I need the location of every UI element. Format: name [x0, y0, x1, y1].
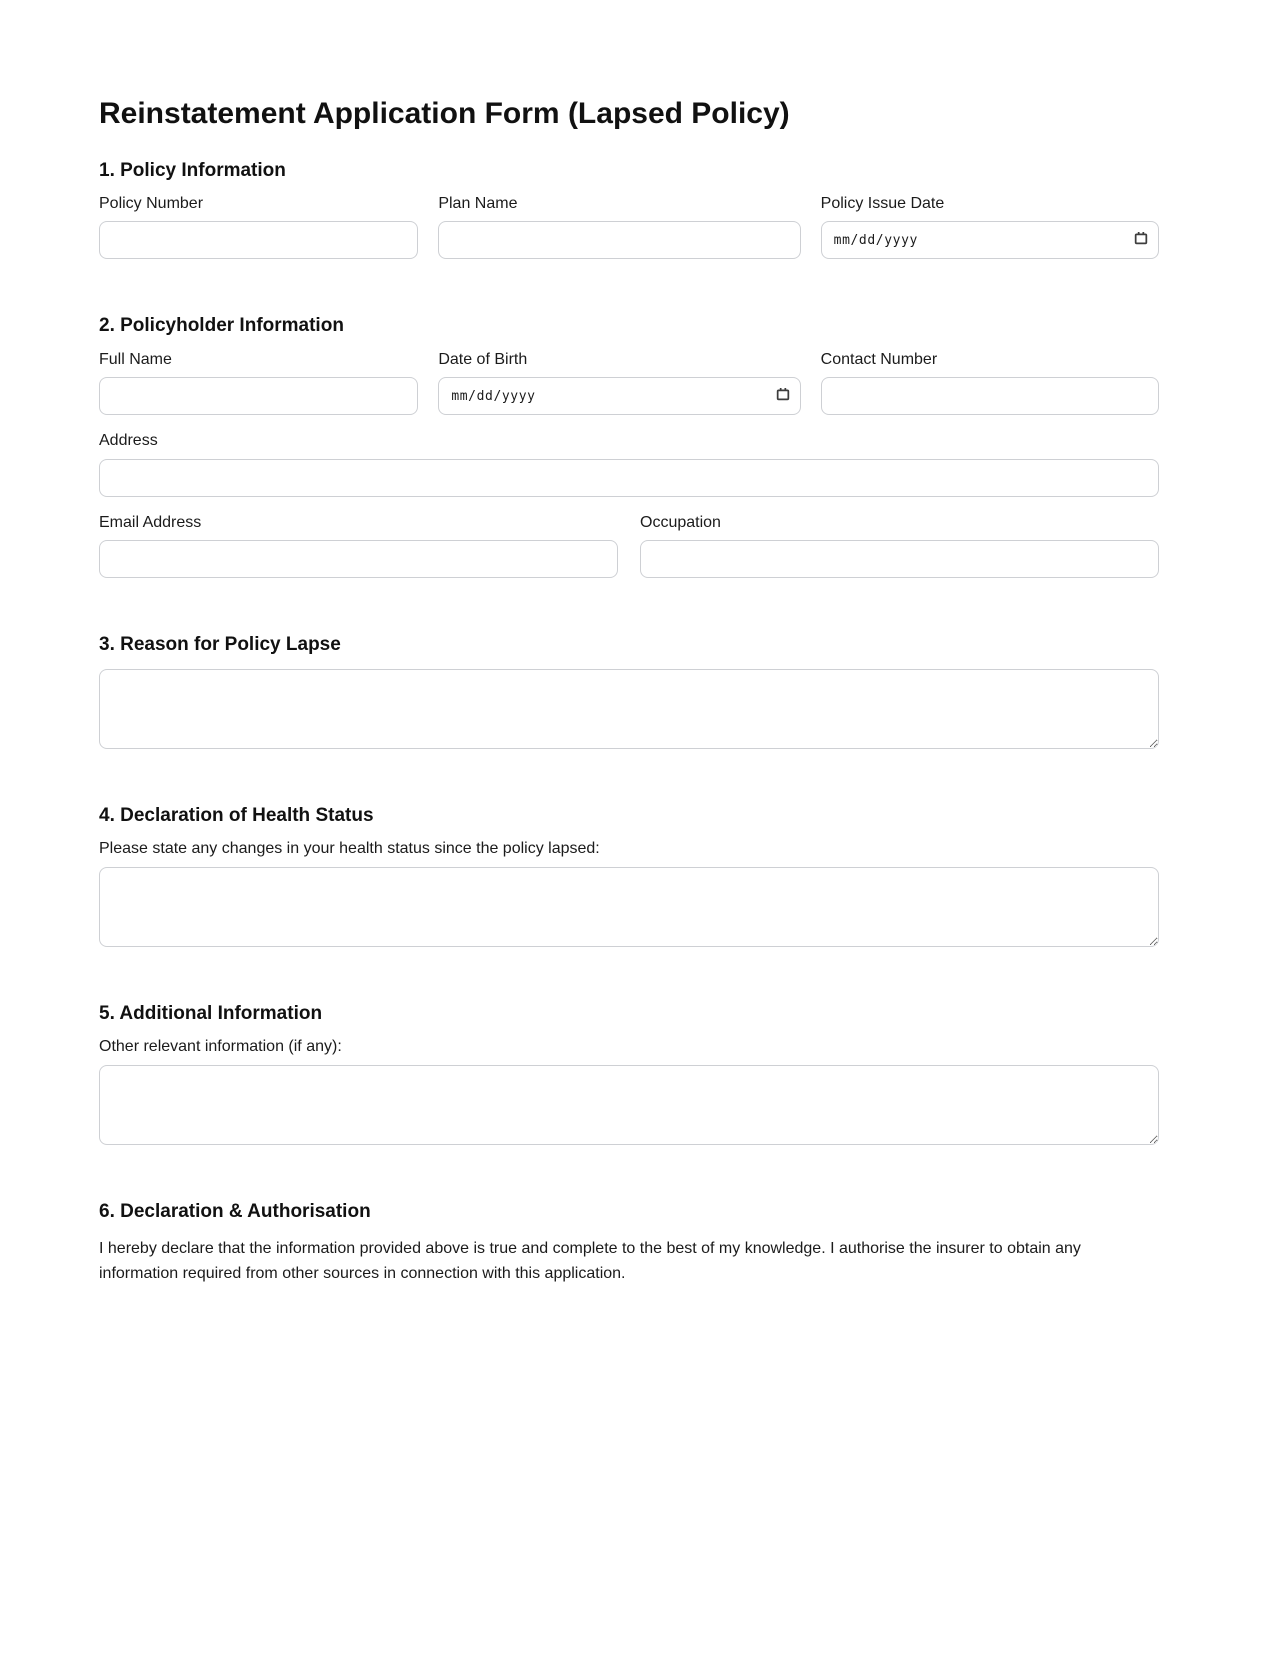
reason-for-lapse-textarea[interactable] [99, 669, 1159, 749]
policy-number-input[interactable] [99, 221, 418, 259]
plan-name-field [438, 194, 800, 259]
policy-issue-date-value: mm/dd/yyyy [833, 232, 918, 248]
section-heading-health-status: 4. Declaration of Health Status [99, 804, 374, 826]
health-status-textarea[interactable] [99, 867, 1159, 947]
section-heading-policy-information: 1. Policy Information [99, 159, 286, 181]
occupation-field [640, 513, 1159, 578]
additional-information-textarea[interactable] [99, 1065, 1159, 1145]
policy-issue-date-label: Policy Issue Date [820, 195, 945, 213]
date-of-birth-value: mm/dd/yyyy [451, 388, 536, 404]
section-heading-declaration-authorisation: 6. Declaration & Authorisation [99, 1200, 371, 1222]
full-name-label: Full Name [99, 351, 172, 369]
email-address-label: Email Address [99, 513, 202, 531]
page-title: Reinstatement Application Form (Lapsed Policy) [99, 97, 790, 130]
plan-name-input[interactable] [438, 221, 800, 259]
policy-issue-date-field [821, 194, 1159, 259]
date-of-birth-input[interactable] [438, 377, 800, 415]
date-of-birth-label: Date of Birth [438, 351, 528, 369]
full-name-input[interactable] [99, 377, 418, 415]
section-additional-information [99, 1003, 1159, 1145]
address-input[interactable] [99, 459, 1159, 497]
contact-number-label: Contact Number [820, 351, 938, 369]
section-health-status [99, 805, 1159, 947]
occupation-label: Occupation [640, 513, 721, 531]
address-label: Address [99, 432, 158, 450]
section-policy-information [99, 160, 1159, 260]
occupation-input[interactable] [640, 540, 1159, 578]
calendar-icon[interactable] [775, 386, 791, 407]
health-status-prompt: Please state any changes in your health status since the policy lapsed: [99, 840, 600, 858]
full-name-field [99, 350, 418, 415]
section-heading-additional-information: 5. Additional Information [99, 1002, 323, 1024]
email-address-field [99, 513, 618, 578]
contact-number-input[interactable] [821, 377, 1159, 415]
plan-name-label: Plan Name [438, 195, 518, 213]
additional-information-prompt: Other relevant information (if any): [99, 1038, 342, 1056]
calendar-icon[interactable] [1133, 230, 1149, 251]
policy-issue-date-input[interactable] [821, 221, 1159, 259]
date-of-birth-field [438, 350, 800, 415]
section-heading-policyholder-information: 2. Policyholder Information [99, 315, 344, 337]
section-reason-for-lapse [99, 634, 1159, 749]
declaration-text: I hereby declare that the information provided above is true and complete to the best of my knowledge. I authorise the insurer to obtain any information required from other sources in connection with this application. [99, 1240, 1081, 1283]
policy-number-field [99, 194, 418, 259]
policy-number-label: Policy Number [99, 195, 204, 213]
contact-number-field [821, 350, 1159, 415]
section-heading-reason-for-lapse: 3. Reason for Policy Lapse [99, 633, 341, 655]
section-policyholder-information [99, 315, 1159, 577]
email-address-input[interactable] [99, 540, 618, 578]
section-declaration-authorisation [99, 1201, 1159, 1287]
address-field [99, 431, 1159, 496]
